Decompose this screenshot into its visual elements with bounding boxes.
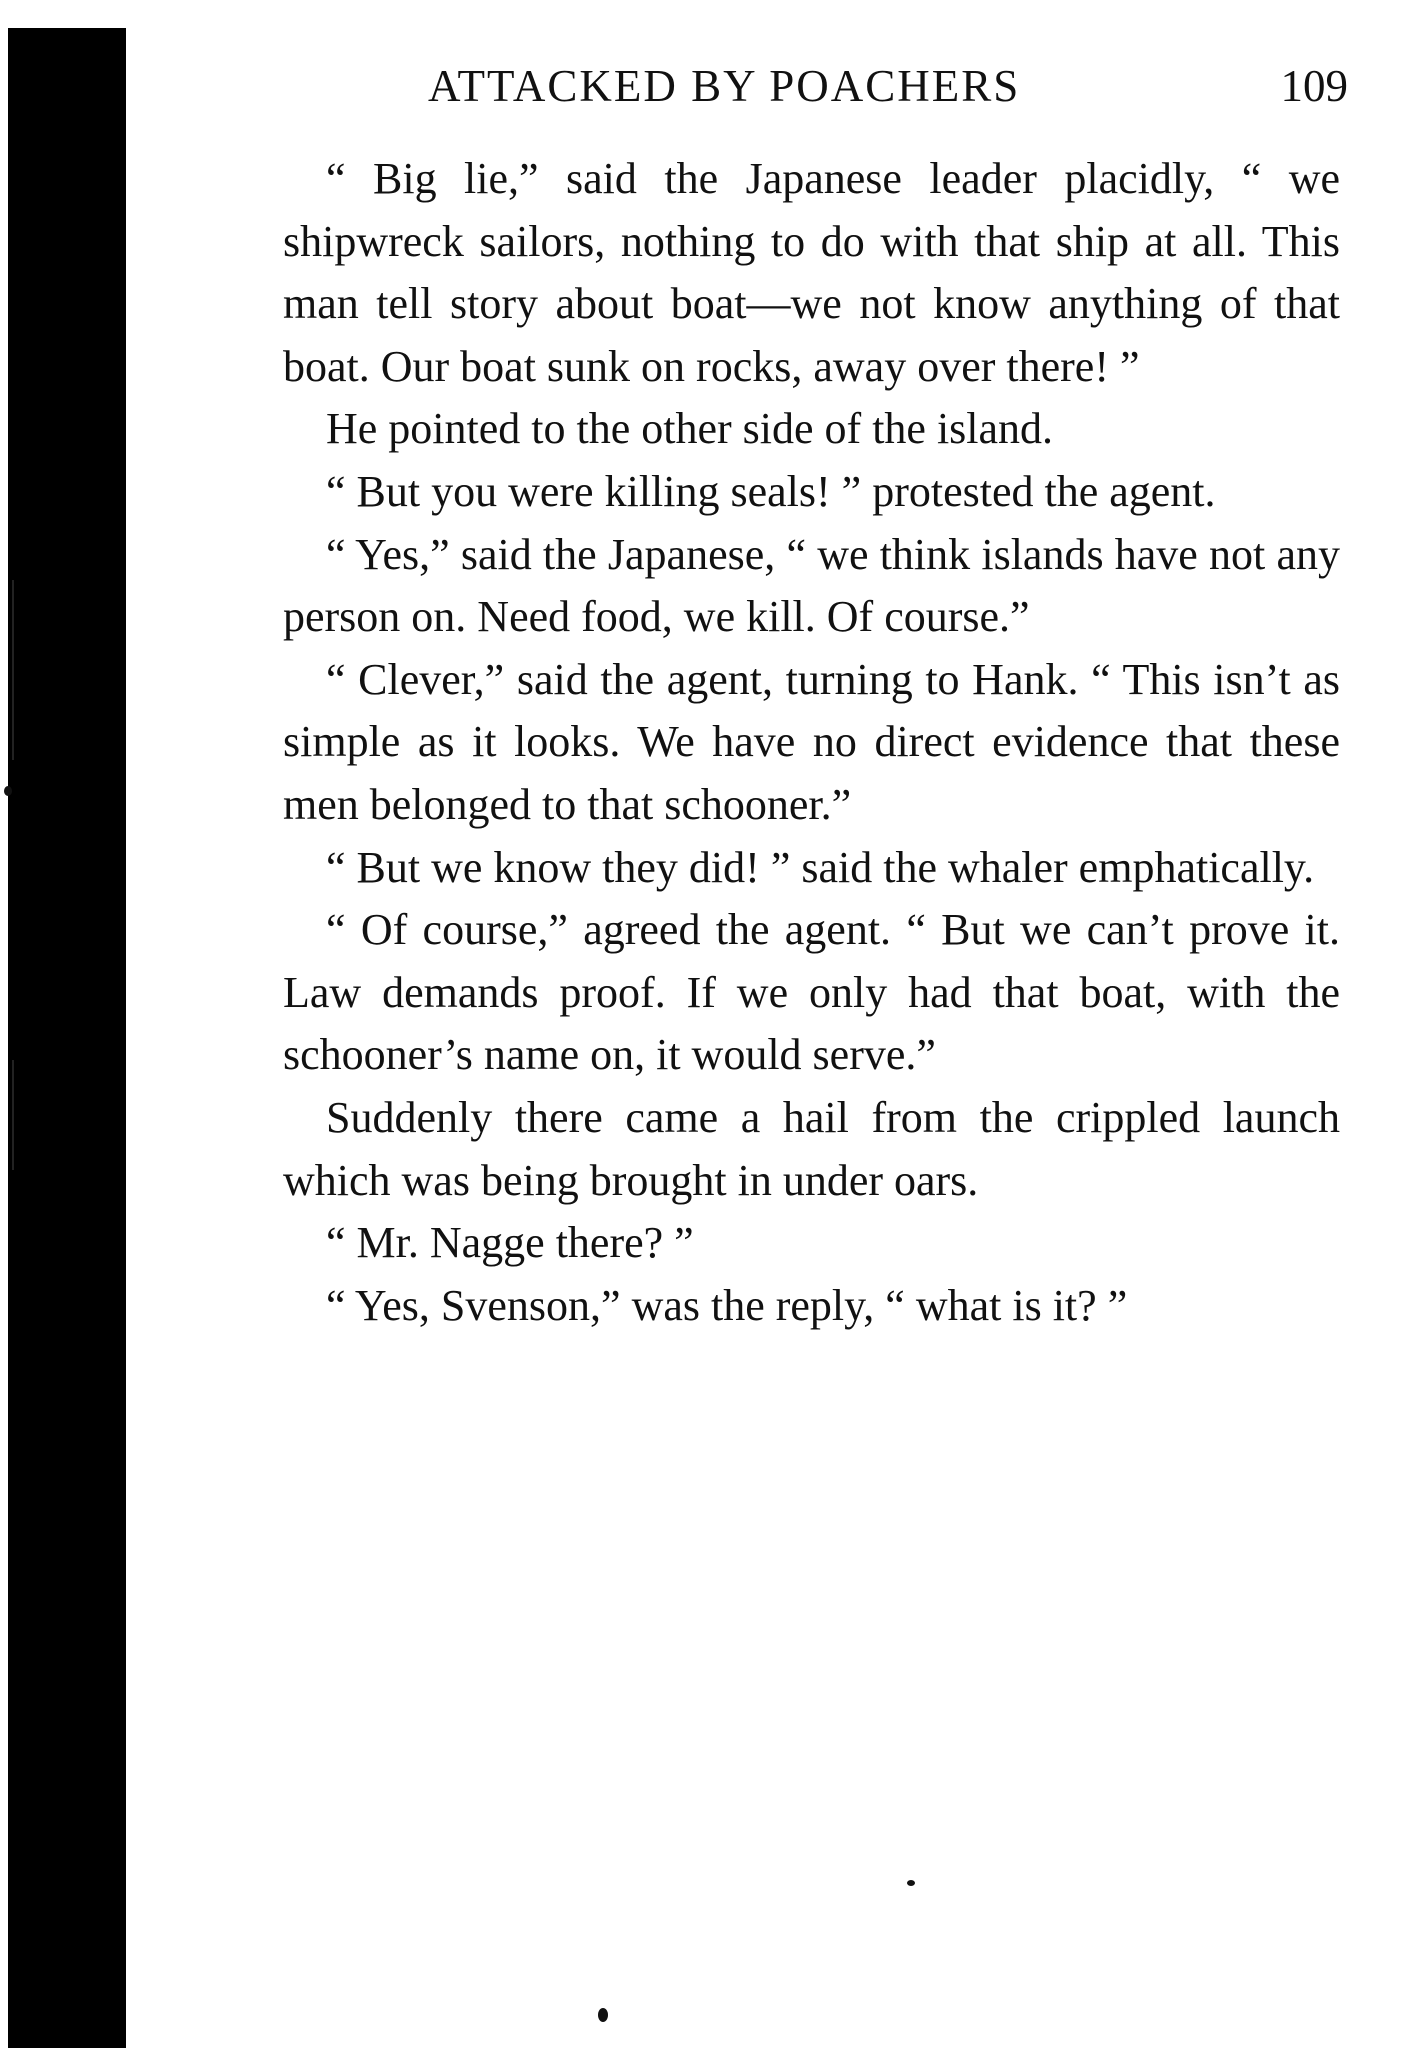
scan-margin-shadow xyxy=(8,28,126,2048)
paragraph: “ Yes, Svenson,” was the reply, “ what is it? ” xyxy=(326,1280,1128,1330)
paragraph: He pointed to the other side of the island. xyxy=(326,404,1054,454)
scan-artifact-line xyxy=(12,1060,14,1170)
chapter-title: ATTACKED BY POACHERS xyxy=(428,61,1021,111)
paragraph: “ Yes,” said the Japanese, “ we think islands have not any person on. Need food, we kill. Of course.” xyxy=(283,529,1340,642)
paragraph: “ But we know they did! ” said the whaler emphatically. xyxy=(326,842,1315,892)
page-number: 109 xyxy=(1280,61,1348,111)
paragraph: “ Big lie,” said the Japanese leader placidly, “ we shipwreck sailors, nothing to do with that ship at all. This man tell story about boat—we not know anything of that boat. Our boat sunk on rocks, away over there! ” xyxy=(283,154,1340,391)
paragraph: “ Of course,” agreed the agent. “ But we can’t prove it. Law demands proof. If we only had that boat, with the schooner’s name on, it would serve.” xyxy=(283,905,1340,1080)
scan-artifact-speck xyxy=(907,1880,915,1886)
scan-artifact-speck xyxy=(4,786,12,796)
scan-artifact-speck xyxy=(598,2008,608,2022)
paragraph: “ Mr. Nagge there? ” xyxy=(326,1218,694,1268)
scan-artifact-line xyxy=(12,580,14,760)
running-head xyxy=(428,56,1348,116)
paragraph: Suddenly there came a hail from the crippled launch which was being brought in under oars. xyxy=(283,1092,1340,1205)
paragraph: “ Clever,” said the agent, turning to Hank. “ This isn’t as simple as it looks. We have no direct evidence that these men belonged to that schooner.” xyxy=(283,654,1340,829)
paragraph: “ But you were killing seals! ” protested the agent. xyxy=(326,466,1216,516)
body-text xyxy=(283,148,1340,1337)
